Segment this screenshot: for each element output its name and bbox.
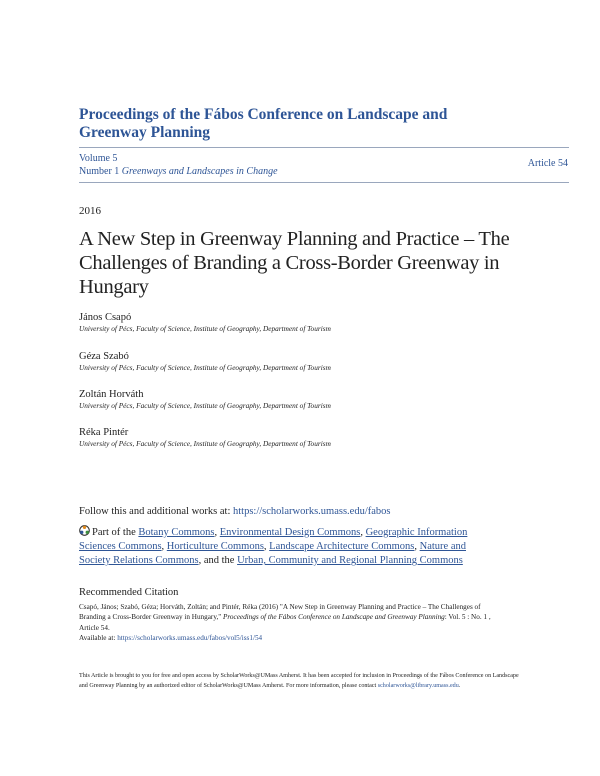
commons-separator: , bbox=[414, 541, 420, 552]
author-name: Réka Pintér bbox=[79, 427, 129, 438]
issue-series-title: Greenways and Landscapes in Change bbox=[121, 166, 278, 177]
available-url-link[interactable]: https://scholarworks.umass.edu/fabos/vol5/iss1/54 bbox=[117, 633, 263, 642]
header-divider-top bbox=[79, 147, 569, 148]
commons-prefix: Part of the bbox=[92, 527, 139, 538]
author-name: Zoltán Horváth bbox=[79, 389, 144, 400]
citation-body: Csapó, János; Szabó, Géza; Horváth, Zoltán; and Pintér, Réka (2016) "A New Step in Greenway Planning and Practice – The Challenges of Branding a Cross-Border Greenway in Hungary," bbox=[79, 603, 481, 622]
commons-separator: , bbox=[360, 527, 366, 538]
author-block bbox=[79, 311, 559, 334]
volume-link[interactable]: Volume 5 bbox=[79, 153, 118, 164]
citation-text bbox=[79, 602, 509, 643]
commons-separator: , bbox=[263, 541, 270, 552]
author-block bbox=[79, 388, 559, 411]
header-divider-bottom bbox=[79, 182, 569, 183]
network-commons-icon bbox=[79, 525, 90, 536]
contact-email-link[interactable]: scholarworks@library.umass.edu bbox=[377, 682, 459, 689]
follow-url-link[interactable]: https://scholarworks.umass.edu/fabos bbox=[233, 506, 391, 517]
issue-number: Number 1 bbox=[79, 166, 120, 177]
journal-title[interactable]: Proceedings of the Fábos Conference on Landscape and Greenway Planning bbox=[79, 106, 448, 141]
recommended-citation-heading: Recommended Citation bbox=[79, 587, 179, 598]
footer-notice bbox=[79, 672, 519, 691]
author-name: János Csapó bbox=[79, 312, 132, 323]
commons-and-the: , and the bbox=[198, 555, 238, 566]
commons-separator: , bbox=[161, 541, 167, 552]
author-affiliation: University of Pécs, Faculty of Science, Institute of Geography, Department of Tourism bbox=[79, 363, 331, 372]
follow-label: Follow this and additional works at: bbox=[79, 506, 233, 517]
footer-text: This Article is brought to you for free and open access by ScholarWorks@UMass Amherst. It has been accepted for inclusion in Proceedings of the Fábos Conference on Landscape and Greenway Planning by an authorized editor of ScholarWorks@UMass Amherst. For more information, please contact bbox=[79, 673, 519, 689]
author-block bbox=[79, 426, 559, 449]
author-name: Géza Szabó bbox=[79, 351, 129, 362]
commons-link-geographic-information[interactable]: Geographic Information Sciences Commons bbox=[79, 527, 468, 552]
commons-link-environmental-design[interactable]: Environmental Design Commons bbox=[219, 527, 361, 538]
available-label: Available at: bbox=[79, 633, 118, 642]
commons-link-horticulture[interactable]: Horticulture Commons bbox=[166, 541, 264, 552]
citation-volume: : Vol. 5 : No. 1 , Article 54. bbox=[79, 613, 491, 632]
follow-line bbox=[79, 505, 559, 519]
commons-list bbox=[79, 525, 499, 568]
publication-year: 2016 bbox=[79, 205, 101, 217]
citation-journal: Proceedings of the Fábos Conference on Landscape and Greenway Planning bbox=[222, 613, 445, 622]
article-number: Article 54 bbox=[527, 158, 568, 169]
commons-link-botany[interactable]: Botany Commons bbox=[138, 527, 215, 538]
paper-title: A New Step in Greenway Planning and Practice – The Challenges of Branding a Cross-Border Greenway in Hungary bbox=[79, 228, 510, 298]
issue-line[interactable] bbox=[79, 165, 278, 178]
author-affiliation: University of Pécs, Faculty of Science, Institute of Geography, Department of Tourism bbox=[79, 401, 331, 410]
commons-link-nature-society[interactable]: Nature and Society Relations Commons bbox=[79, 541, 466, 566]
footer-end: . bbox=[458, 682, 461, 689]
author-affiliation: University of Pécs, Faculty of Science, Institute of Geography, Department of Tourism bbox=[79, 324, 331, 333]
author-affiliation: University of Pécs, Faculty of Science, Institute of Geography, Department of Tourism bbox=[79, 439, 331, 448]
commons-link-landscape-architecture[interactable]: Landscape Architecture Commons bbox=[269, 541, 415, 552]
author-block bbox=[79, 350, 559, 373]
commons-separator: , bbox=[214, 527, 220, 538]
commons-link-urban-planning[interactable]: Urban, Community and Regional Planning Commons bbox=[237, 555, 463, 566]
